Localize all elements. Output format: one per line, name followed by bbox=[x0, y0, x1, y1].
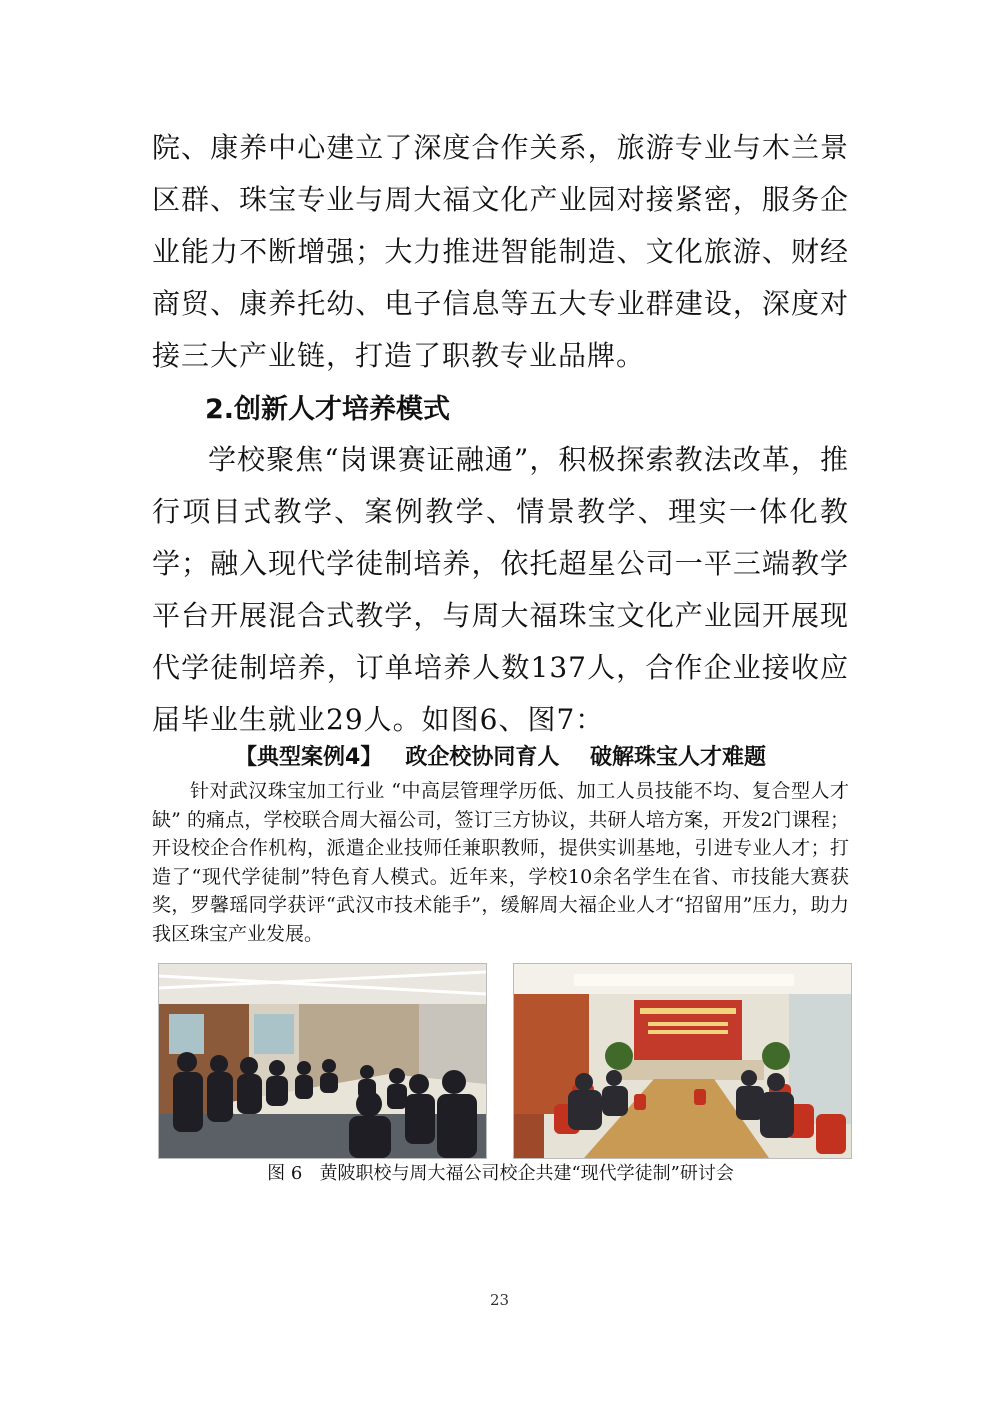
photo-seminar-students bbox=[158, 963, 487, 1159]
case-body: 针对武汉珠宝加工行业 “中高层管理学历低、加工人员技能不均、复合型人才缺” 的痛点，学校联合周大福公司，签订三方协议，共研人培方案，开发2门课程；开设校企合作机构，派遣企业技师任兼职教师，提供实训基地，引进专业人才；打造了“现代学徒制”特色育人模式。近年来，学校10余名学生在省、市技能大赛获奖，罗馨瑶同学获评“武汉市技术能手”，缓解周大福企业人才“招留用”压力，助力我区珠宝产业发展。 bbox=[152, 780, 849, 945]
photo-conference-room bbox=[513, 963, 852, 1159]
section-heading: 2.创新人才培养模式 bbox=[205, 394, 451, 425]
paragraph-cooperation: 院、康养中心建立了深度合作关系，旅游专业与木兰景区群、珠宝专业与周大福文化产业园对接紧密，服务企业能力不断增强；大力推进智能制造、文化旅游、财经商贸、康养托幼、电子信息等五大专业群建设，深度对接三大产业链，打造了职教专业品牌。 bbox=[152, 131, 849, 372]
page-number: 23 bbox=[489, 1291, 510, 1309]
paragraph-training-mode: 学校聚焦“岗课赛证融通”，积极探索教法改革，推行项目式教学、案例教学、情景教学、理实一体化教学；融入现代学徒制培养，依托超星公司一平三端教学平台开展混合式教学，与周大福珠宝文化产业园开展现代学徒制培养，订单培养人数137人，合作企业接收应届毕业生就业29人。如图6、图7： bbox=[152, 443, 849, 736]
figure-caption: 图 6 黄陂职校与周大福公司校企共建“现代学徒制”研讨会 bbox=[267, 1163, 734, 1184]
case-title: 【典型案例4】 政企校协同育人 破解珠宝人才难题 bbox=[235, 745, 766, 770]
